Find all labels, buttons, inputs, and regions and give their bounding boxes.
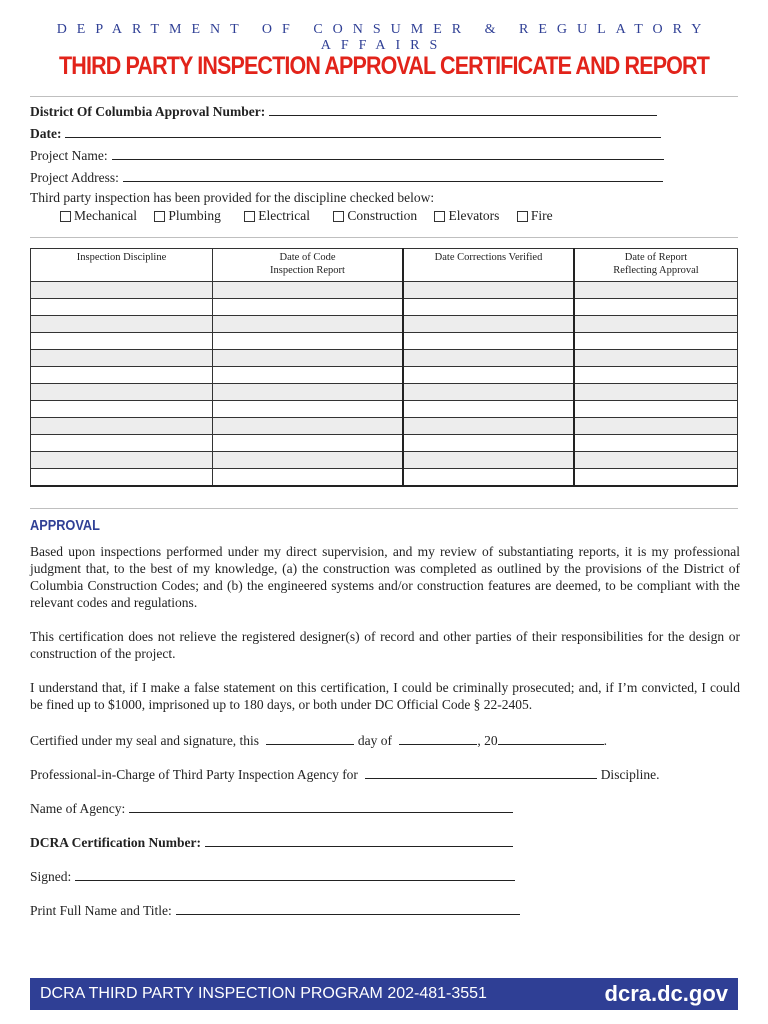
table-cell[interactable] [31,435,213,452]
table-cell[interactable] [213,384,404,401]
table-cell[interactable] [574,401,738,418]
table-cell[interactable] [574,452,738,469]
print-name-input-line[interactable] [176,902,520,915]
cert-number-line[interactable] [30,834,513,851]
checkbox-icon[interactable] [154,211,165,222]
checkbox-icon[interactable] [434,211,445,222]
table-cell[interactable] [31,401,213,418]
print-name-line[interactable] [30,902,520,919]
table-cell[interactable] [31,282,213,299]
date-field[interactable] [30,125,661,142]
table-cell[interactable] [574,418,738,435]
checkbox-plumbing[interactable] [154,208,221,224]
date-label: Date: [30,126,62,141]
table-cell[interactable] [213,350,404,367]
professional-discipline-line[interactable] [365,766,597,779]
approval-number-label: District Of Columbia Approval Number: [30,104,266,119]
checkbox-icon[interactable] [60,211,71,222]
agency-line[interactable] [30,800,513,817]
checkbox-mechanical[interactable] [60,208,137,224]
table-cell[interactable] [213,435,404,452]
checkbox-label: Fire [530,208,553,223]
approval-number-line[interactable] [269,103,657,116]
table-row [31,367,738,384]
checkbox-fire[interactable] [517,208,553,224]
table-row [31,333,738,350]
checkbox-icon[interactable] [333,211,344,222]
table-cell[interactable] [31,333,213,350]
checkbox-label: Mechanical [74,208,137,223]
checkbox-construction[interactable] [333,208,417,224]
checkbox-label: Electrical [258,208,310,223]
table-row [31,452,738,469]
certified-text-c: , 20 [477,733,498,748]
table-cell[interactable] [403,452,574,469]
certified-year-line[interactable] [498,732,604,745]
certified-text-end: . [603,733,607,748]
footer-bar [30,978,738,1010]
table-cell[interactable] [574,469,738,487]
project-address-label: Project Address: [30,170,119,185]
table-header-row [31,249,738,282]
table-cell[interactable] [574,350,738,367]
discipline-checkboxes [60,208,567,226]
table-body [31,282,738,487]
col-header-corrections: Date Corrections Verified [403,249,574,282]
table-cell[interactable] [213,333,404,350]
table-cell[interactable] [574,333,738,350]
table-cell[interactable] [213,316,404,333]
table-row [31,316,738,333]
signed-label: Signed: [30,869,72,884]
table-cell[interactable] [403,469,574,487]
col-header-report-approval: Date of Report Reflecting Approval [574,249,738,282]
table-cell[interactable] [574,435,738,452]
signed-line[interactable] [30,868,515,885]
table-cell[interactable] [213,418,404,435]
checkbox-label: Construction [347,208,418,223]
table-row [31,350,738,367]
checkbox-icon[interactable] [244,211,255,222]
table-cell[interactable] [574,299,738,316]
table-row [31,384,738,401]
table-cell[interactable] [31,316,213,333]
project-name-label: Project Name: [30,148,108,163]
professional-line[interactable] [30,766,660,783]
professional-text-b: Discipline. [600,767,660,782]
table-cell[interactable] [403,401,574,418]
certified-text-a: Certified under my seal and signature, this [30,733,260,748]
footer-program-text: DCRA THIRD PARTY INSPECTION PROGRAM 202-481-3551 [40,985,487,1002]
table-cell[interactable] [213,469,404,487]
table-cell[interactable] [31,367,213,384]
checkbox-icon[interactable] [517,211,528,222]
col-header-discipline: Inspection Discipline [31,249,213,282]
table-cell[interactable] [213,452,404,469]
table-row [31,282,738,299]
divider [30,237,738,238]
divider [30,508,738,509]
certified-line[interactable] [30,732,607,749]
table-cell[interactable] [213,299,404,316]
footer-website-link[interactable]: dcra.dc.gov [604,981,728,1006]
checkbox-label: Elevators [448,208,500,223]
table-cell[interactable] [403,333,574,350]
form-title: THIRD PARTY INSPECTION APPROVAL CERTIFICATE AND REPORT [59,52,709,80]
table-cell[interactable] [403,367,574,384]
table-cell[interactable] [574,384,738,401]
professional-text-a: Professional-in-Charge of Third Party Inspection Agency for [30,767,358,782]
table-cell[interactable] [213,367,404,384]
table-cell[interactable] [574,282,738,299]
checkbox-electrical[interactable] [244,208,310,224]
table-cell[interactable] [403,350,574,367]
table-cell[interactable] [31,452,213,469]
signed-input-line[interactable] [75,868,515,881]
table-cell[interactable] [403,435,574,452]
approval-number-field[interactable] [30,103,657,120]
approval-paragraph-1: Based upon inspections performed under my direct supervision, and my review of substantiating reports, it is my professional judgment that, to the best of my knowledge, (a) the construction was completed as outlined by the provisions of the District of Columbia Construction Codes; and (b) the engineered systems and/or construction features are deemed, to be compliant with the relevant codes and regulations. [30,544,740,610]
approval-heading: APPROVAL [30,517,100,534]
project-address-field[interactable] [30,169,663,186]
discipline-intro: Third party inspection has been provided for the discipline checked below: [30,190,435,205]
project-address-line[interactable] [123,169,663,182]
table-cell[interactable] [31,418,213,435]
table-row [31,299,738,316]
project-name-field[interactable] [30,147,664,164]
table-cell[interactable] [31,469,213,487]
table-row [31,435,738,452]
print-name-label: Print Full Name and Title: [30,903,172,918]
agency-label: Name of Agency: [30,801,126,816]
table-cell[interactable] [403,316,574,333]
certified-text-b: day of [357,733,392,748]
table-row [31,401,738,418]
table-row [31,418,738,435]
table-row [31,469,738,487]
approval-paragraph-3: I understand that, if I make a false statement on this certification, I could be criminally prosecuted; and, if I’m convicted, I could be fined up to $1000, imprisoned up to 180 days, or both under DC Official Code § 22-2405. [30,680,740,712]
table-cell[interactable] [403,282,574,299]
table-cell[interactable] [574,316,738,333]
checkbox-elevators[interactable] [434,208,499,224]
checkbox-label: Plumbing [168,208,221,223]
table-cell[interactable] [31,299,213,316]
table-cell[interactable] [213,401,404,418]
table-cell[interactable] [31,384,213,401]
table-cell[interactable] [403,384,574,401]
table-cell[interactable] [574,367,738,384]
table-cell[interactable] [403,299,574,316]
approval-paragraph-2: This certification does not relieve the registered designer(s) of record and other parties of their responsibilities for the design or construction of the project. [30,629,740,661]
cert-number-input-line[interactable] [205,834,513,847]
agency-input-line[interactable] [129,800,513,813]
table-cell[interactable] [213,282,404,299]
inspection-table [30,248,738,487]
table-cell[interactable] [403,418,574,435]
certified-month-line[interactable] [399,732,477,745]
cert-number-label: DCRA Certification Number: [30,835,201,850]
table-cell[interactable] [31,350,213,367]
department-header: DEPARTMENT OF CONSUMER & REGULATORY AFFAIRS [56,22,712,53]
certified-day-line[interactable] [266,732,354,745]
divider [30,96,738,97]
date-line[interactable] [65,125,661,138]
project-name-line[interactable] [112,147,664,160]
col-header-code-report: Date of Code Inspection Report [213,249,404,282]
